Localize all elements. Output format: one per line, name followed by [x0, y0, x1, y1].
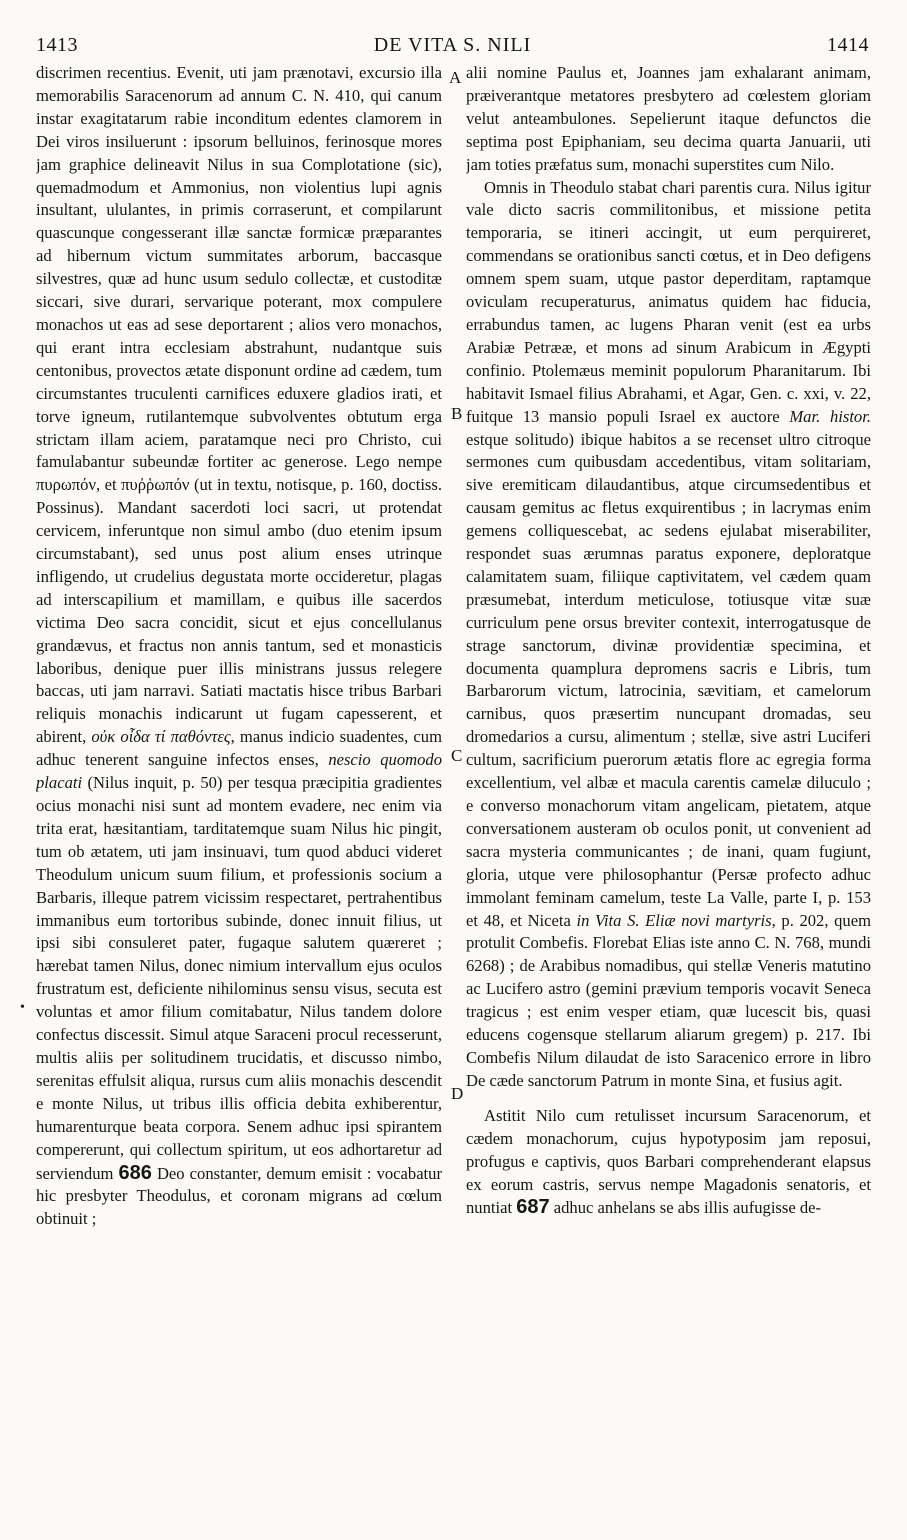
column-number-686: 686: [118, 1161, 152, 1184]
right-text-3b: adhuc anhelans se abs illis aufugisse de-: [549, 1198, 822, 1218]
left-column: [36, 62, 442, 1532]
right-paragraph-1: alii nomine Paulus et, Joannes jam exhalarant animam, præiverantque metatores presbytero ad cœlestem gloriam velut anteambulones. Sepelierunt itaque defunctos die septima post Epiphaniam, seu decima quarta Januarii, uti jam toties præfatus sum, monachi superstites cum Nilo.: [466, 63, 871, 174]
right-text-2a: Omnis in Theodulo stabat chari parentis cura. Nilus igitur vale dicto sacris commilitonibus, et missione petita temporaria, se itineri accingit, ut eum perquireret, commendans se orationibus sancti cœtus, et in Deo defigens omnem spem suam, utque pastor deperditam, raptamque oviculam recuperaturus, animatus quidem hac fiducia, errabundus tamen, ac lugens Pharan venit (est ea urbs Arabiæ Petrææ, et mons ad sinum Arabicum in Ægypti confinio. Ptolemæus meminit populorum Pharanitarum. Ibi habitavit Ismael filius Abrahami, et Agar, Gen. c. xxi, v. 22, fuitque 13 mansio populi Israel ex auctore: [466, 177, 871, 426]
right-column: [466, 62, 871, 1532]
right-paragraph-3: [466, 1105, 871, 1221]
mar-histor-ref: Mar. histor.: [789, 406, 871, 426]
page-number-left: 1413: [36, 34, 78, 56]
margin-mark: •: [20, 1000, 25, 1015]
left-text-d: Deo constanter, demum emisit : vocabatur hic presbyter Theodulus, et coronam migrans ad cœlum obtinuit ;: [36, 1163, 442, 1229]
right-text-2c: , p. 202, quem protulit Combefis. Florebat Elias iste anno C. N. 768, mundi 6268) ; de Arabibus nomadibus, qui stellæ Veneris matutino ac Lucifero astro (gemini prævium temporis vocavit Seneca tragicus ; est enim vesper etiam, quæ lucescit bis, quasi educens cogensque stellarum aliarum gregem) p. 217. Ibi Combefis Nilum dilaudat de isto Saracenico errore in libro De cæde sanctorum Patrum in monte Sina, et fusius agit.: [466, 910, 871, 1090]
margin-letter-c: C: [451, 746, 463, 765]
vita-eliae-ref: in Vita S. Eliæ novi martyris: [576, 910, 772, 930]
greek-quote: οὐκ οἶδα τί παθόντες: [91, 727, 231, 747]
running-title: DE VITA S. NILI: [373, 34, 532, 56]
page-number-right: 1414: [827, 34, 869, 56]
left-text-a: discrimen recentius. Evenit, uti jam prænotavi, excursio illa memorabilis Saracenorum ad annum C. N. 410, qui canum instar exagitatarum rabie inconditum edentes clamorem in Dei viros insiluerunt : ipsorum belluinos, ferinosque mores jam graphice delineavit Nilus in sua Complotatione (sic), quemadmodum et Ammonius, non violentius lupi agnis insultant, ululantes, in primis corraserunt, et compilarunt quascunque congesserant illæ sanctæ formicæ præparantes ad hibernum victum summitates arborum, baccasque silvestres, quæ ad hunc usum sedulo collectæ, et custoditæ siccari, sive durari, servarique poterant, mox compulere monachos ut eas ad sese deportarent ; alios vero monachos, qui erant intra ecclesiam abstrahunt, nudantque suis centonibus, provectos ætate disponunt ordine ad cædem, tum circumstantes truculenti carnifices eduxere gladios irati, et torve igneum, rutilantemque subvolventes obtutum erga strictam illam aciem, paratamque neci pro Christo, cui famulabantur subeundæ fortiter ac generose. Lego nempe πυρωπόν, et πυῤῥωπόν (ut in textu, notisque, p. 160, doctiss. Possinus). Mandant sacerdoti loci sacri, ut protendat cervicem, inferuntque non simul ambo (duo etenim ipsum circumstabant), sed unus post alium enses utrinque infligendo, ut crudelius degustata morte occideretur, plagas ad interscapilium et mamillam, e quibus ille sacerdos victima Deo sacra concidit, sicut et ejus concellulanus grandævus, et fractus non annis tantum, sed et monasticis laboribus, denique puer illis ministrans jussus relegere baccas, uti jam narravi. Satiati mactatis hisce tribus Barbari reliquis monachis indicarunt ut fugam capesserent, et abirent,: [36, 63, 442, 747]
column-number-687: 687: [516, 1196, 550, 1219]
margin-letter-a: A: [449, 68, 462, 87]
margin-letter-d: D: [451, 1084, 464, 1103]
running-header: [36, 34, 869, 60]
right-paragraph-2: [466, 177, 871, 1093]
nescio-phrase: nescio quomodo placati: [36, 750, 442, 793]
left-text-b: , manus indicio suadentes, cum adhuc tenerent sanguine infectos enses,: [36, 727, 442, 770]
left-paragraph: [36, 62, 442, 1231]
left-text-c: (Nilus inquit, p. 50) per tesqua præcipitia gradientes ocius monachi nisi sunt ad montem evadere, nec enim via trita erat, hæsitantiam, tarditatemque suam Nilus hic pingit, tum ob ætatem, uti jam insinuavi, tum quod abduci videret Theodulum unicum suum filium, et professionis socium a Barbaris, illeque patrem vicissim respectaret, pertrahentibus immanibus eum tortoribus subinde, donec innuit filius, ut ipsi sibi consuleret pater, fugaque salutem quæreret ; hærebat tamen Nilus, donec nimium intervallum ejus oculos frustratum est, deficiente nihilominus sensu visus, secuta est voluntas et amor filium comitabatur, Nilus tandem dolore confectus discessit. Simul atque Saraceni procul recesserunt, multis aliis per solitudinem trucidatis, et discusso nimbo, serenitas effulsit aliqua, rursus cum aliis monachis descendit e monte Nilus, ut tribus illis officia debita exhiberentur, humarenturque beata corpora. Senem adhuc ipsi spirantem compererunt, qui collectum spiritum, ut eos adhortaretur ad serviendum: [36, 773, 442, 1183]
right-text-2b: estque solitudo) ibique habitos a se recenset ultro citroque sermones cum quibusdam accedentibus, vitam solitariam, sive eremiticam dilaudantibus, atque circumsedentibus et causam gemitus ac fletus exquirentibus ; in lacrymas enim gemens colliquescebat, ac sedens ejulabat miserabiliter, respondet suas ærumnas paratus exponere, deploratque calamitatem suam, filiique captivitatem, vel cædem quam præsumebat, interdum meticulose, totiusque vitæ suæ curriculum pene orsus breviter contexit, interrogatusque de strage sanctorum, divinæ providentiæ specimina, et documenta quamplura depromens sacris e Libris, tum Barbarorum victum, latrocinia, sævitiam, et camelorum carnibus, quos præsertim nuncupant dromadas, seu dromedarios a cursu, alimentum ; stellæ, sive astri Luciferi cultum, sacrificium puerorum ætatis flore ac egregia forma excellentium, vel albæ et macula carentis camelæ diluculo ; e converso monachorum vitam angelicam, pietatem, atque conversationem austeram ob oculos ponit, ut convenient ad sacra mysteria communicantes ; de inani, quam fugiunt, gloria, utque vere philosophantur (Persæ profecto adhuc immolant feminam camelum, teste La Valle, parte I, p. 153 et 48, et Niceta: [466, 429, 871, 930]
margin-letter-b: B: [451, 404, 463, 423]
right-text-3a: Astitit Nilo cum retulisset incursum Saracenorum, et cædem monachorum, cujus hypotyposim jam reposui, profugus e captivis, quos Barbari comprehenderant elapsus ex eorum castris, servus nempe Magadonis senatoris, et nuntiat: [466, 1105, 871, 1218]
